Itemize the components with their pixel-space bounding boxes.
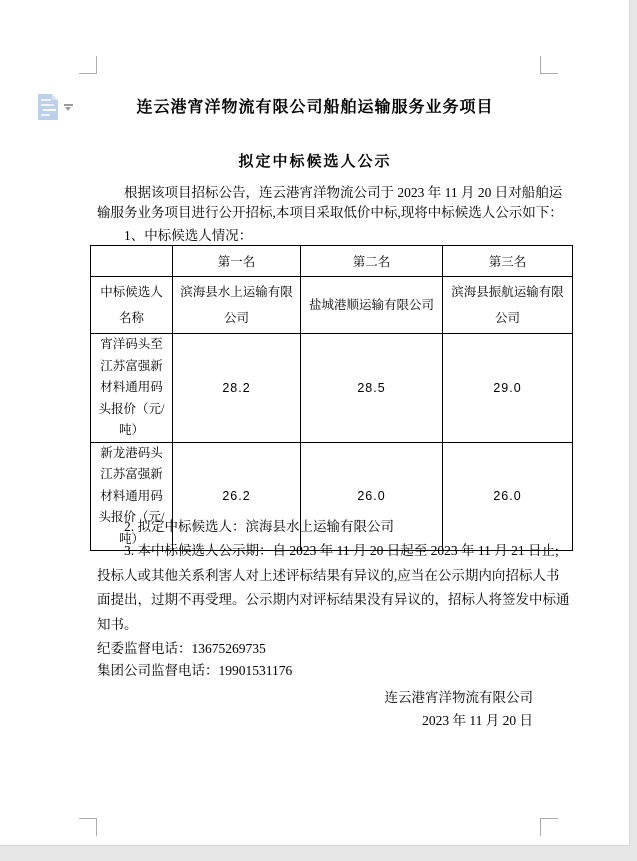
price-1-candidate-1: 28.2 — [173, 334, 301, 443]
item3-line-2: 投标人或其他关系利害人对上述评标结果有异议的,应当在公示期内向招标人书 — [97, 567, 560, 583]
intro-paragraph — [97, 183, 563, 223]
signature-company: 连云港宵洋物流有限公司 — [384, 690, 533, 705]
intro-line-2: 输服务业务项目进行公开招标,本项目采取低价中标,现将中标候选人公示如下： — [97, 205, 563, 220]
candidate-3-name: 滨海县振航运输有限公司 — [443, 277, 573, 334]
intro-line-1: 根据该项目招标公告，连云港宵洋物流公司于 2023 年 11 月 20 日对船舶运 — [124, 185, 563, 200]
item3-line-3: 面提出，过期不再受理。公示期内对评标结果没有异议的，招标人将签发中标通 — [97, 592, 570, 607]
corner-cell — [91, 246, 173, 277]
table-row-candidate-names — [91, 277, 573, 334]
price-1-candidate-2: 28.5 — [301, 334, 443, 443]
document-title: 连云港宵洋物流有限公司船舶运输服务业务项目 — [136, 99, 494, 116]
candidate-1-name: 滨海县水上运输有限公司 — [173, 277, 301, 334]
rank-3-header: 第三名 — [443, 246, 573, 277]
group-supervision-phone: 集团公司监督电话：19901531176 — [97, 663, 293, 678]
table-row-price-1 — [91, 334, 573, 443]
text-boundary-mark-bottom-left — [79, 818, 97, 836]
text-boundary-mark-bottom-right — [540, 818, 558, 836]
signature-block — [385, 686, 534, 732]
discipline-supervision-phone: 纪委监督电话：13675269735 — [97, 641, 266, 656]
publicity-period-paragraph — [97, 539, 570, 637]
text-boundary-mark-top-right — [540, 56, 558, 74]
price-row-1-label: 宵洋码头至江苏富强新材料通用码头报价（元/吨） — [91, 334, 173, 443]
signature-date: 2023 年 11 月 20 日 — [422, 713, 533, 728]
candidate-name-label: 中标候选人名称 — [91, 277, 173, 334]
price-2-candidate-1: 26.2 — [173, 442, 301, 551]
item3-line-1: 3. 本中标候选人公示期：自 2023 年 11 月 20 日起至 2023 年 11 月 21 日止; — [124, 543, 559, 558]
text-boundary-mark-top-left — [79, 56, 97, 74]
document-subtitle: 拟定中标候选人公示 — [238, 154, 392, 170]
price-2-candidate-3: 26.0 — [443, 442, 573, 551]
list-item-1: 1、中标候选人情况： — [124, 228, 253, 243]
table-row-ranks — [91, 246, 573, 277]
candidate-2-name: 盐城港顺运输有限公司 — [301, 277, 443, 334]
rank-1-header: 第一名 — [173, 246, 301, 277]
bid-candidates-table — [90, 245, 573, 551]
item3-line-4: 知书。 — [97, 616, 138, 632]
price-2-candidate-2: 26.0 — [301, 442, 443, 551]
rank-2-header: 第二名 — [301, 246, 443, 277]
price-row-2-label: 新龙港码头江苏富强新材料通用码头报价（元/吨） — [91, 442, 173, 551]
list-item-2: 2. 拟定中标候选人：滨海县水上运输有限公司 — [124, 519, 394, 534]
price-1-candidate-3: 29.0 — [443, 334, 573, 443]
